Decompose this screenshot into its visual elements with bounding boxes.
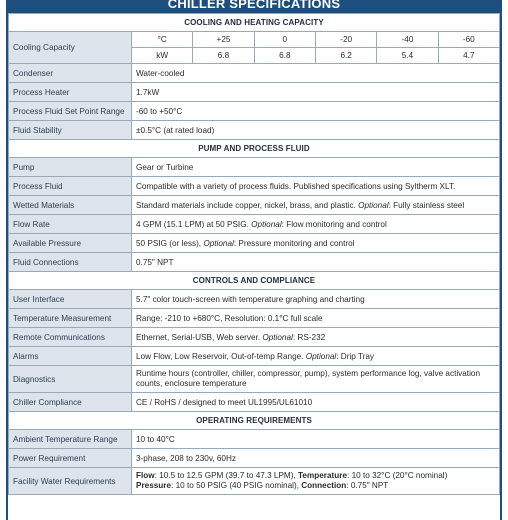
table-row [9, 328, 500, 347]
temp-unit-cell: °C [132, 32, 193, 48]
table-row [9, 468, 500, 495]
row-value: 1.7kW [132, 83, 500, 102]
temp-cell: -60 [438, 32, 499, 48]
kw-cell: 6.8 [193, 48, 254, 64]
optional-tag: Optional [358, 200, 389, 210]
kw-cell: 5.4 [377, 48, 438, 64]
facility-connection-key: Connection [301, 481, 347, 490]
power-unit-cell: kW [132, 48, 193, 64]
facility-pressure-value: : 10 to 50 PSIG (40 PSIG nominal), [171, 481, 299, 490]
optional-tag: Optional [262, 332, 293, 342]
optional-text: : Pressure monitoring and control [233, 238, 355, 248]
table-row [9, 177, 500, 196]
table-row [9, 253, 500, 272]
row-label: Pump [9, 158, 132, 177]
row-value: Range: -210 to +680°C, Resolution: 0.1°C full scale [132, 309, 500, 328]
table-row [9, 121, 500, 140]
row-label: Process Fluid [9, 177, 132, 196]
row-value [132, 347, 500, 366]
row-label: Flow Rate [9, 215, 132, 234]
row-value [132, 196, 500, 215]
value-text: 50 PSIG (or less), [136, 238, 202, 248]
optional-text: : RS-232 [292, 332, 326, 342]
table-row [9, 347, 500, 366]
row-value [132, 215, 500, 234]
kw-cell: 6.8 [254, 48, 315, 64]
row-value: Gear or Turbine [132, 158, 500, 177]
table-row [9, 309, 500, 328]
row-label: Condenser [9, 64, 132, 83]
row-label: Process Fluid Set Point Range [9, 102, 132, 121]
row-label: Available Pressure [9, 234, 132, 253]
facility-flow-key: Flow [136, 471, 155, 480]
table-row [9, 158, 500, 177]
spec-sheet [6, 0, 502, 520]
row-value: 5.7" color touch-screen with temperature graphing and charting [132, 290, 500, 309]
row-value: CE / RoHS / designed to meet UL1995/UL61010 [132, 393, 500, 412]
row-label: Remote Communications [9, 328, 132, 347]
facility-temp-value: : 10 to 32°C (20°C nominal) [347, 471, 448, 480]
table-row [9, 64, 500, 83]
row-value [132, 328, 500, 347]
table-row [9, 215, 500, 234]
section-pump-heading: PUMP AND PROCESS FLUID [9, 140, 500, 158]
optional-text: : Flow monitoring and control [281, 219, 387, 229]
row-value: 0.75" NPT [132, 253, 500, 272]
value-text: 4 GPM (15.1 LPM) at 50 PSIG. [136, 219, 249, 229]
cooling-capacity-label: Cooling Capacity [9, 32, 132, 64]
row-value: -60 to +50°C [132, 102, 500, 121]
row-value [132, 468, 500, 495]
facility-flow-value: : 10.5 to 12.5 GPM (39.7 to 47.3 LPM), [154, 471, 296, 480]
row-label: Temperature Measurement [9, 309, 132, 328]
section-controls-heading: CONTROLS AND COMPLIANCE [9, 272, 500, 290]
optional-tag: Optional [203, 238, 234, 248]
table-row [9, 83, 500, 102]
section-operating-heading: OPERATING REQUIREMENTS [9, 412, 500, 430]
row-value: Water-cooled [132, 64, 500, 83]
row-label: Facility Water Requirements [9, 468, 132, 495]
row-label: Chiller Compliance [9, 393, 132, 412]
table-row [9, 196, 500, 215]
table-row [9, 449, 500, 468]
optional-tag: Optional [251, 219, 282, 229]
temp-cell: +25 [193, 32, 254, 48]
spec-table [8, 13, 500, 495]
table-row [9, 290, 500, 309]
row-label: Alarms [9, 347, 132, 366]
row-label: Process Heater [9, 83, 132, 102]
row-value: 3-phase, 208 to 230v, 60Hz [132, 449, 500, 468]
row-label: Fluid Stability [9, 121, 132, 140]
value-text: Ethernet, Serial-USB, Web server. [136, 332, 261, 342]
kw-cell: 4.7 [438, 48, 499, 64]
row-value: Compatible with a variety of process fluids. Published specifications using Syltherm XLT. [132, 177, 500, 196]
temp-cell: -20 [315, 32, 376, 48]
row-label: Ambient Temperature Range [9, 430, 132, 449]
table-row [9, 234, 500, 253]
optional-text: : Drip Tray [336, 351, 375, 361]
row-label: Diagnostics [9, 366, 132, 393]
row-label: User Interface [9, 290, 132, 309]
row-label: Fluid Connections [9, 253, 132, 272]
section-cooling-heading: COOLING AND HEATING CAPACITY [9, 14, 500, 32]
temp-cell: -40 [377, 32, 438, 48]
kw-cell: 6.2 [315, 48, 376, 64]
row-label: Wetted Materials [9, 196, 132, 215]
row-value: ±0.5°C (at rated load) [132, 121, 500, 140]
row-label: Power Requirement [9, 449, 132, 468]
table-row [9, 102, 500, 121]
page-title: CHILLER SPECIFICATIONS [8, 0, 500, 13]
facility-pressure-key: Pressure [136, 481, 172, 490]
row-value: Runtime hours (controller, chiller, compressor, pump), system performance log, valve activation counts, enclosure temperature [132, 366, 500, 393]
value-text: Standard materials include copper, nickel, brass, and plastic. [136, 200, 356, 210]
facility-connection-value: : 0.75" NPT [346, 481, 389, 490]
row-value: 10 to 40°C [132, 430, 500, 449]
row-value [132, 234, 500, 253]
optional-tag: Optional [305, 351, 337, 361]
facility-temp-key: Temperature [298, 471, 348, 480]
temp-cell: 0 [254, 32, 315, 48]
table-row [9, 393, 500, 412]
optional-text: : Fully stainless steel [388, 200, 465, 210]
table-row [9, 430, 500, 449]
value-text: Low Flow, Low Reservoir, Out-of-temp Range. [136, 351, 304, 361]
table-row [9, 366, 500, 393]
